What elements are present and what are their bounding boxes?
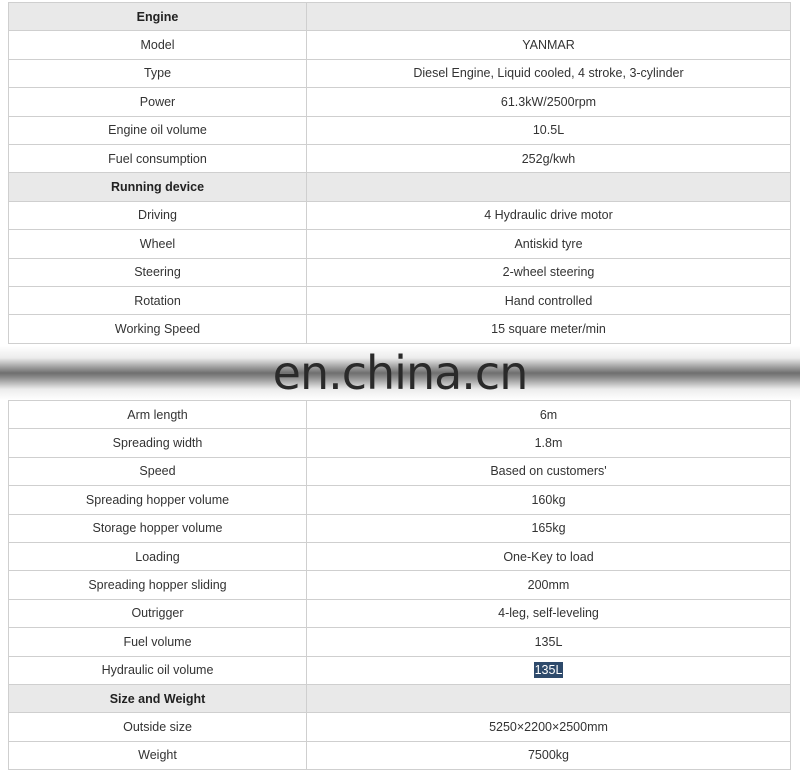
spec-value: 160kg: [307, 486, 791, 514]
spec-value: 2-wheel steering: [307, 258, 791, 286]
spec-label: Rotation: [9, 286, 307, 314]
spec-value: 252g/kwh: [307, 144, 791, 172]
spec-label: Outrigger: [9, 599, 307, 627]
spec-row: [9, 599, 791, 627]
spec-value: 4 Hydraulic drive motor: [307, 201, 791, 229]
spec-label: Spreading hopper sliding: [9, 571, 307, 599]
section-header-row: [9, 173, 791, 201]
spec-row: [9, 144, 791, 172]
spec-label: Model: [9, 31, 307, 59]
spec-label: Fuel volume: [9, 628, 307, 656]
section-title: Size and Weight: [9, 684, 307, 712]
spec-value: 200mm: [307, 571, 791, 599]
spec-row: [9, 457, 791, 485]
spec-label: Working Speed: [9, 315, 307, 343]
spec-row: [9, 429, 791, 457]
spec-label: Arm length: [9, 401, 307, 429]
spec-row: [9, 59, 791, 87]
section-header-empty: [307, 684, 791, 712]
spec-row: [9, 258, 791, 286]
spec-value: Hand controlled: [307, 286, 791, 314]
spec-row: [9, 542, 791, 570]
spec-row: [9, 571, 791, 599]
spec-value: 15 square meter/min: [307, 315, 791, 343]
spec-row: [9, 713, 791, 741]
spec-value: 7500kg: [307, 741, 791, 769]
spec-label: Outside size: [9, 713, 307, 741]
spec-row: [9, 741, 791, 769]
section-header-empty: [307, 173, 791, 201]
spec-row: [9, 656, 791, 684]
section-title: Running device: [9, 173, 307, 201]
spec-label: Storage hopper volume: [9, 514, 307, 542]
section-title: Engine: [9, 3, 307, 31]
spec-value: 4-leg, self-leveling: [307, 599, 791, 627]
spec-label: Wheel: [9, 230, 307, 258]
spec-row: [9, 401, 791, 429]
section-header-row: [9, 3, 791, 31]
spec-label: Engine oil volume: [9, 116, 307, 144]
spec-row: [9, 31, 791, 59]
spec-value: 135L: [307, 628, 791, 656]
spec-label: Loading: [9, 542, 307, 570]
spec-row: [9, 628, 791, 656]
spec-row: [9, 486, 791, 514]
section-header-row: [9, 684, 791, 712]
spec-value: YANMAR: [307, 31, 791, 59]
spec-table-bottom: [8, 400, 791, 770]
selected-text[interactable]: 135L: [534, 663, 563, 678]
spec-value: 1.8m: [307, 429, 791, 457]
spec-label: Steering: [9, 258, 307, 286]
spec-row: [9, 201, 791, 229]
spec-value: 165kg: [307, 514, 791, 542]
spec-value: Antiskid tyre: [307, 230, 791, 258]
spec-label: Driving: [9, 201, 307, 229]
spec-value: Based on customers': [307, 457, 791, 485]
spec-row: [9, 88, 791, 116]
spec-label: Weight: [9, 741, 307, 769]
spec-value: 61.3kW/2500rpm: [307, 88, 791, 116]
spec-label: Fuel consumption: [9, 144, 307, 172]
spec-label: Spreading width: [9, 429, 307, 457]
watermark-text: en.china.cn: [272, 346, 528, 400]
spec-row: [9, 116, 791, 144]
spec-label: Type: [9, 59, 307, 87]
spec-label: Spreading hopper volume: [9, 486, 307, 514]
spec-value: One-Key to load: [307, 542, 791, 570]
spec-value-cell: [307, 656, 791, 684]
spec-value: 6m: [307, 401, 791, 429]
spec-table-top: [8, 2, 791, 344]
spec-label: Speed: [9, 457, 307, 485]
spec-row: [9, 230, 791, 258]
spec-value: Diesel Engine, Liquid cooled, 4 stroke, 3-cylinder: [307, 59, 791, 87]
spec-row: [9, 514, 791, 542]
spec-row: [9, 315, 791, 343]
spec-label: Power: [9, 88, 307, 116]
spec-label: Hydraulic oil volume: [9, 656, 307, 684]
spec-value: 10.5L: [307, 116, 791, 144]
section-header-empty: [307, 3, 791, 31]
spec-row: [9, 286, 791, 314]
spec-value: 5250×2200×2500mm: [307, 713, 791, 741]
